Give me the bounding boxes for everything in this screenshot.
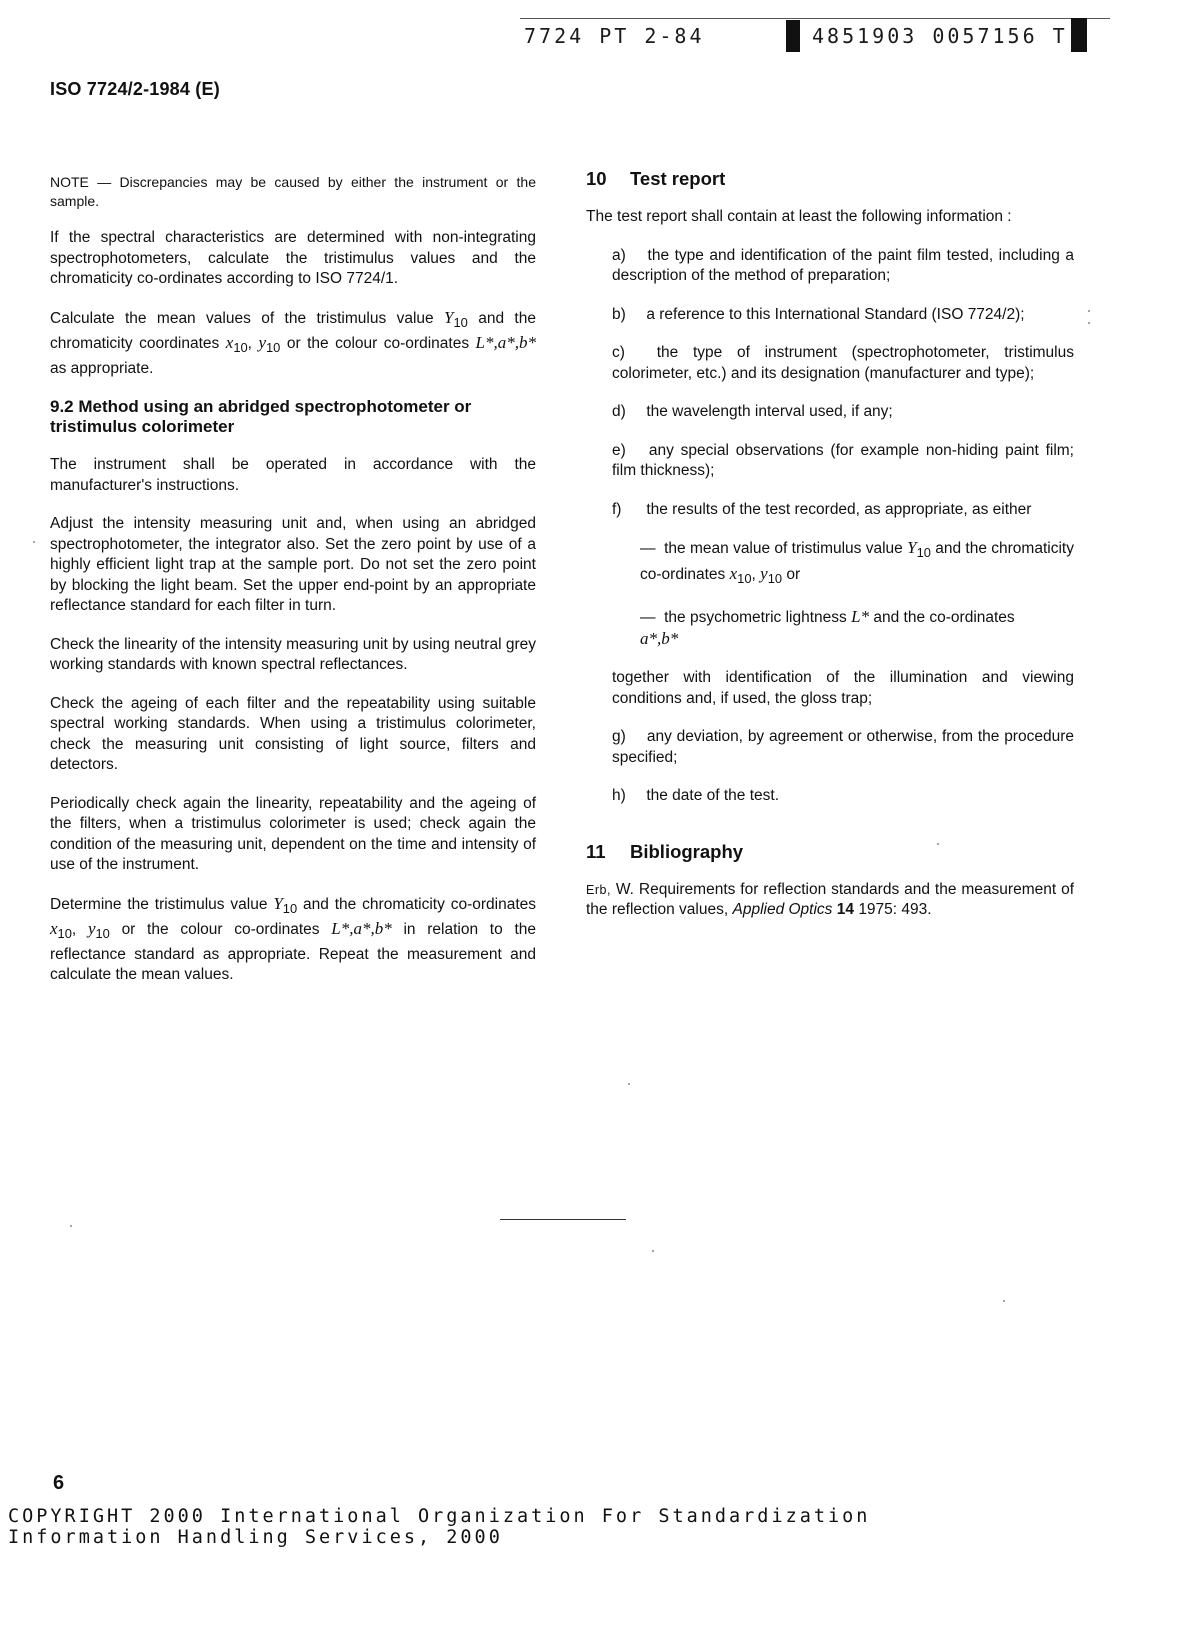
copyright-line-2: Information Handling Services, 2000 <box>8 1527 503 1548</box>
barcode-number: 4851903 0057156 T <box>812 24 1068 48</box>
para-mean: Calculate the mean values of the tristimulus value $Y_{10}$ and the chromaticity coordinates $x_{10}$, $y_{10}$ or the colour co-ordinates L*,a*,b* as appropriate. <box>50 307 537 377</box>
sub-item-mean-value: — the mean value of tristimulus value $Y_{10}$ and the chromaticity co-ordinates $x_{10}$, $y_{10}$ or <box>640 538 1074 586</box>
list-item-b: b) a reference to this International Standard (ISO 7724/2); <box>612 305 1025 323</box>
bibliography-entry: Erb, W. Requirements for reflection standards and the measurement of the reflection values, Applied Optics 14 1975: 493. <box>586 880 1075 919</box>
para-operated: The instrument shall be operated in accordance with the manufacturer's instructions. <box>50 456 536 494</box>
scan-speck <box>1003 1300 1005 1302</box>
para-spectral: If the spectral characteristics are determined with non-integrating spectrophotometers, calculate the tristimulus values and the chromaticity co-ordinates according to ISO 7724/1. <box>50 229 536 287</box>
para-ageing: Check the ageing of each filter and the repeatability using suitable spectral working standards. When using a tristimulus colorimeter, check the measuring unit consisting of light source, filters and detectors. <box>50 694 536 774</box>
scan-speck <box>33 541 35 543</box>
section-10-heading: 10 Test report <box>586 168 726 189</box>
list-item-e: e) any special observations (for example non-hiding paint film; film thickness); <box>612 441 1074 479</box>
scan-speck <box>1088 310 1090 312</box>
top-rule <box>520 18 1110 19</box>
para-periodically: Periodically check again the linearity, repeatability and the ageing of the filters, when a tristimulus colorimeter is used; check again the condition of the measuring unit, dependent on the time and intensity of use of the instrument. <box>50 794 536 874</box>
para-adjust: Adjust the intensity measuring unit and, when using an abridged spectrophotometer, the integrator also. Set the zero point by use of a highly efficient light trap at the sample port. Do not set the zero point by blocking the light beam. Set the upper end-point by an appropriate reflectance standard for each filter in turn. <box>50 515 536 615</box>
left-column <box>50 173 536 1004</box>
together-paragraph: together with identification of the illumination and viewing conditions and, if used, the gloss trap; <box>612 669 1074 707</box>
list-item-c: c) the type of instrument (spectrophotometer, tristimulus colorimeter, etc.) and its designation (manufacturer and type); <box>612 344 1074 382</box>
end-rule <box>500 1219 626 1220</box>
right-column <box>586 168 1074 939</box>
list-item-f: f) the results of the test recorded, as appropriate, as either <box>612 500 1032 518</box>
section-11-heading: 11 Bibliography <box>586 840 744 862</box>
catalog-code: 7724 PT 2-84 <box>524 24 705 48</box>
page-number: 6 <box>53 1472 65 1494</box>
sub-item-lightness: — the psychometric lightness L* and the co-ordinates a*,b* <box>640 607 1015 648</box>
scan-speck <box>628 1083 630 1085</box>
para-linearity: Check the linearity of the intensity measuring unit by using neutral grey working standards with known spectral reflectances. <box>50 635 536 674</box>
scan-speck <box>652 1250 654 1252</box>
list-item-d: d) the wavelength interval used, if any; <box>612 403 893 420</box>
scan-speck <box>70 1225 72 1227</box>
copyright-line-1: COPYRIGHT 2000 International Organization For Standardization <box>8 1506 871 1527</box>
list-item-a: a) the type and identification of the paint film tested, including a description of the method of preparation; <box>612 246 1074 284</box>
barcode-bar-right <box>1071 18 1087 52</box>
section-9-2-heading: 9.2 Method using an abridged spectrophotometer or tristimulus colorimeter <box>50 397 472 437</box>
para-determine: Determine the tristimulus value $Y_{10}$ and the chromaticity co-ordinates $x_{10}$, $y_{10}$ or the colour co-ordinates L*,a*,b* in relation to the reflectance standard as appropriate. Repeat the measurement and calculate the mean values. <box>50 893 537 984</box>
scan-speck <box>937 843 939 845</box>
note: NOTE — Discrepancies may be caused by either the instrument or the sample. <box>50 174 536 209</box>
scan-speck <box>1088 322 1090 324</box>
list-item-g: g) any deviation, by agreement or otherwise, from the procedure specified; <box>612 728 1074 766</box>
barcode-bar-left <box>786 20 800 52</box>
list-item-h: h) the date of the test. <box>612 787 780 805</box>
document-id: ISO 7724/2-1984 (E) <box>50 79 220 99</box>
test-report-intro: The test report shall contain at least the following information : <box>586 208 1012 225</box>
